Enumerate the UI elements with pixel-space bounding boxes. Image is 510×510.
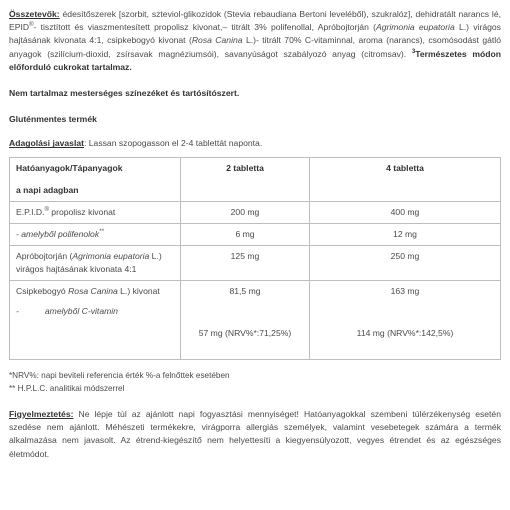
ingredients-label: Összetevők: bbox=[9, 9, 60, 19]
warning-text: Ne lépje túl az ajánlott napi fogyasztási mennyiséget! Hatóanyagokkal szembeni túlérzékenység esetén szedése nem ajánlott. Méhészeti termékekre, virágporra allergiás személyek, valamint vesebetegek számára a termék alkalmazása nem javasolt. Az étrend-kiegészítő nem helyettesíti a kiegyensúlyozott, vegyes étrendet és az egészséges életmódot. bbox=[9, 409, 501, 459]
hplc-footnote: ** H.P.L.C. analitikai módszerrel bbox=[9, 383, 125, 393]
rosehip-name-b: L.) kivonat bbox=[117, 285, 160, 296]
nutrition-table bbox=[9, 157, 501, 360]
warning-label: Figyelmeztetés: bbox=[9, 409, 74, 420]
row-agrimonia-4: 250 mg bbox=[310, 245, 501, 280]
ingredients-text-1: édesítőszerek [szorbit, szteviol-glikozidok (Stevia rebaudiana Bertoni leveléből), szukralóz], dehidratált narancs lé, EPID bbox=[9, 9, 501, 33]
propolis-name-a: E.P.I.D. bbox=[16, 206, 45, 217]
row-polyphenol-name bbox=[10, 223, 181, 245]
table-header-row bbox=[10, 157, 501, 201]
row-propolis-4: 400 mg bbox=[310, 201, 501, 223]
header-nutrients bbox=[10, 157, 181, 201]
no-additives-note: Nem tartalmaz mesterséges színezéket és tartósítószert. bbox=[9, 88, 240, 99]
header-nutrients-line1: Hatóanyagok/Tápanyagok bbox=[16, 162, 123, 173]
agrimonia-latin-name: Agrimonia eupatoria bbox=[375, 22, 455, 33]
vitamin-c-label bbox=[16, 305, 174, 318]
row-propolis-name bbox=[10, 201, 181, 223]
table-row bbox=[10, 201, 501, 223]
ingredients-text-2: - tisztított és viaszmentesített propolisz kivonat,– titrált 3% polifenollal, Apróbojtorján ( bbox=[33, 22, 376, 33]
vitamin-c-4-value: 114 mg (NRV%*:142,5%) bbox=[356, 327, 454, 338]
gluten-free-note: Gluténmentes termék bbox=[9, 114, 97, 125]
agrimonia-name-latin: Agrimonia eupatoria bbox=[72, 250, 150, 261]
dosage-paragraph bbox=[9, 137, 501, 150]
table-row bbox=[10, 223, 501, 245]
propolis-reg-mark: ® bbox=[44, 206, 49, 213]
rosa-latin-name: Rosa Canina bbox=[191, 35, 243, 46]
vitamin-c-name: amelyből C-vitamin bbox=[44, 305, 118, 316]
agrimonia-name-a: Apróbojtorján ( bbox=[16, 250, 73, 261]
vitamin-c-2-value: 57 mg (NRV%*:71,25%) bbox=[198, 327, 292, 338]
ingredients-text-3: L.) virágos hajtásának kivonata 4:1, csipkebogyó kivonat ( bbox=[9, 22, 501, 46]
row-propolis-2: 200 mg bbox=[181, 201, 310, 223]
row-rosehip-2 bbox=[181, 280, 310, 359]
agrimonia-name-b: L.) virágos hajtásának kivonata 4:1 bbox=[16, 250, 162, 274]
vitamin-c-dash: - bbox=[16, 305, 19, 316]
ingredients-paragraph bbox=[9, 8, 501, 74]
footnote-mark: 3 bbox=[411, 48, 416, 55]
header-nutrients-line2: a napi adagban bbox=[16, 184, 79, 195]
header-4-tablets: 4 tabletta bbox=[310, 157, 501, 201]
row-rosehip-4 bbox=[310, 280, 501, 359]
dosage-label: Adagolási javaslat bbox=[9, 138, 84, 149]
row-rosehip-name bbox=[10, 280, 181, 359]
propolis-name-b: propolisz kivonat bbox=[48, 206, 116, 217]
registered-mark: ® bbox=[29, 22, 34, 29]
row-polyphenol-2: 6 mg bbox=[181, 223, 310, 245]
table-row bbox=[10, 245, 501, 280]
ingredients-text-4: L.)- titrált 70% C-vitaminnal, aroma (narancs), csomósodást gátló anyagok (szilícium-dioxid, zsírsavak magnéziumsói), savanyúságot szabályozó anyag (citromsav). bbox=[9, 35, 501, 59]
rosehip-2-value: 81,5 mg bbox=[229, 285, 261, 296]
warning-paragraph bbox=[9, 408, 501, 461]
row-agrimonia-name bbox=[10, 245, 181, 280]
nrv-footnote: *NRV%: napi beviteli referencia érték %-a felnőttek esetében bbox=[9, 370, 230, 380]
polyphenol-name: - amelyből polifenolok bbox=[16, 228, 100, 239]
table-row bbox=[10, 280, 501, 359]
row-agrimonia-2: 125 mg bbox=[181, 245, 310, 280]
row-polyphenol-4: 12 mg bbox=[310, 223, 501, 245]
rosehip-4-value: 163 mg bbox=[390, 285, 420, 296]
rosehip-name-latin: Rosa Canina bbox=[68, 285, 118, 296]
header-2-tablets: 2 tabletta bbox=[181, 157, 310, 201]
rosehip-label bbox=[16, 285, 174, 298]
dosage-text: : Lassan szopogasson el 2-4 tablettát naponta. bbox=[84, 138, 263, 149]
rosehip-name-a: Csipkebogyó bbox=[16, 285, 69, 296]
polyphenol-mark: ** bbox=[99, 228, 104, 235]
natural-sugar-note: Természetes módon előforduló cukrokat tartalmaz. bbox=[9, 48, 501, 72]
